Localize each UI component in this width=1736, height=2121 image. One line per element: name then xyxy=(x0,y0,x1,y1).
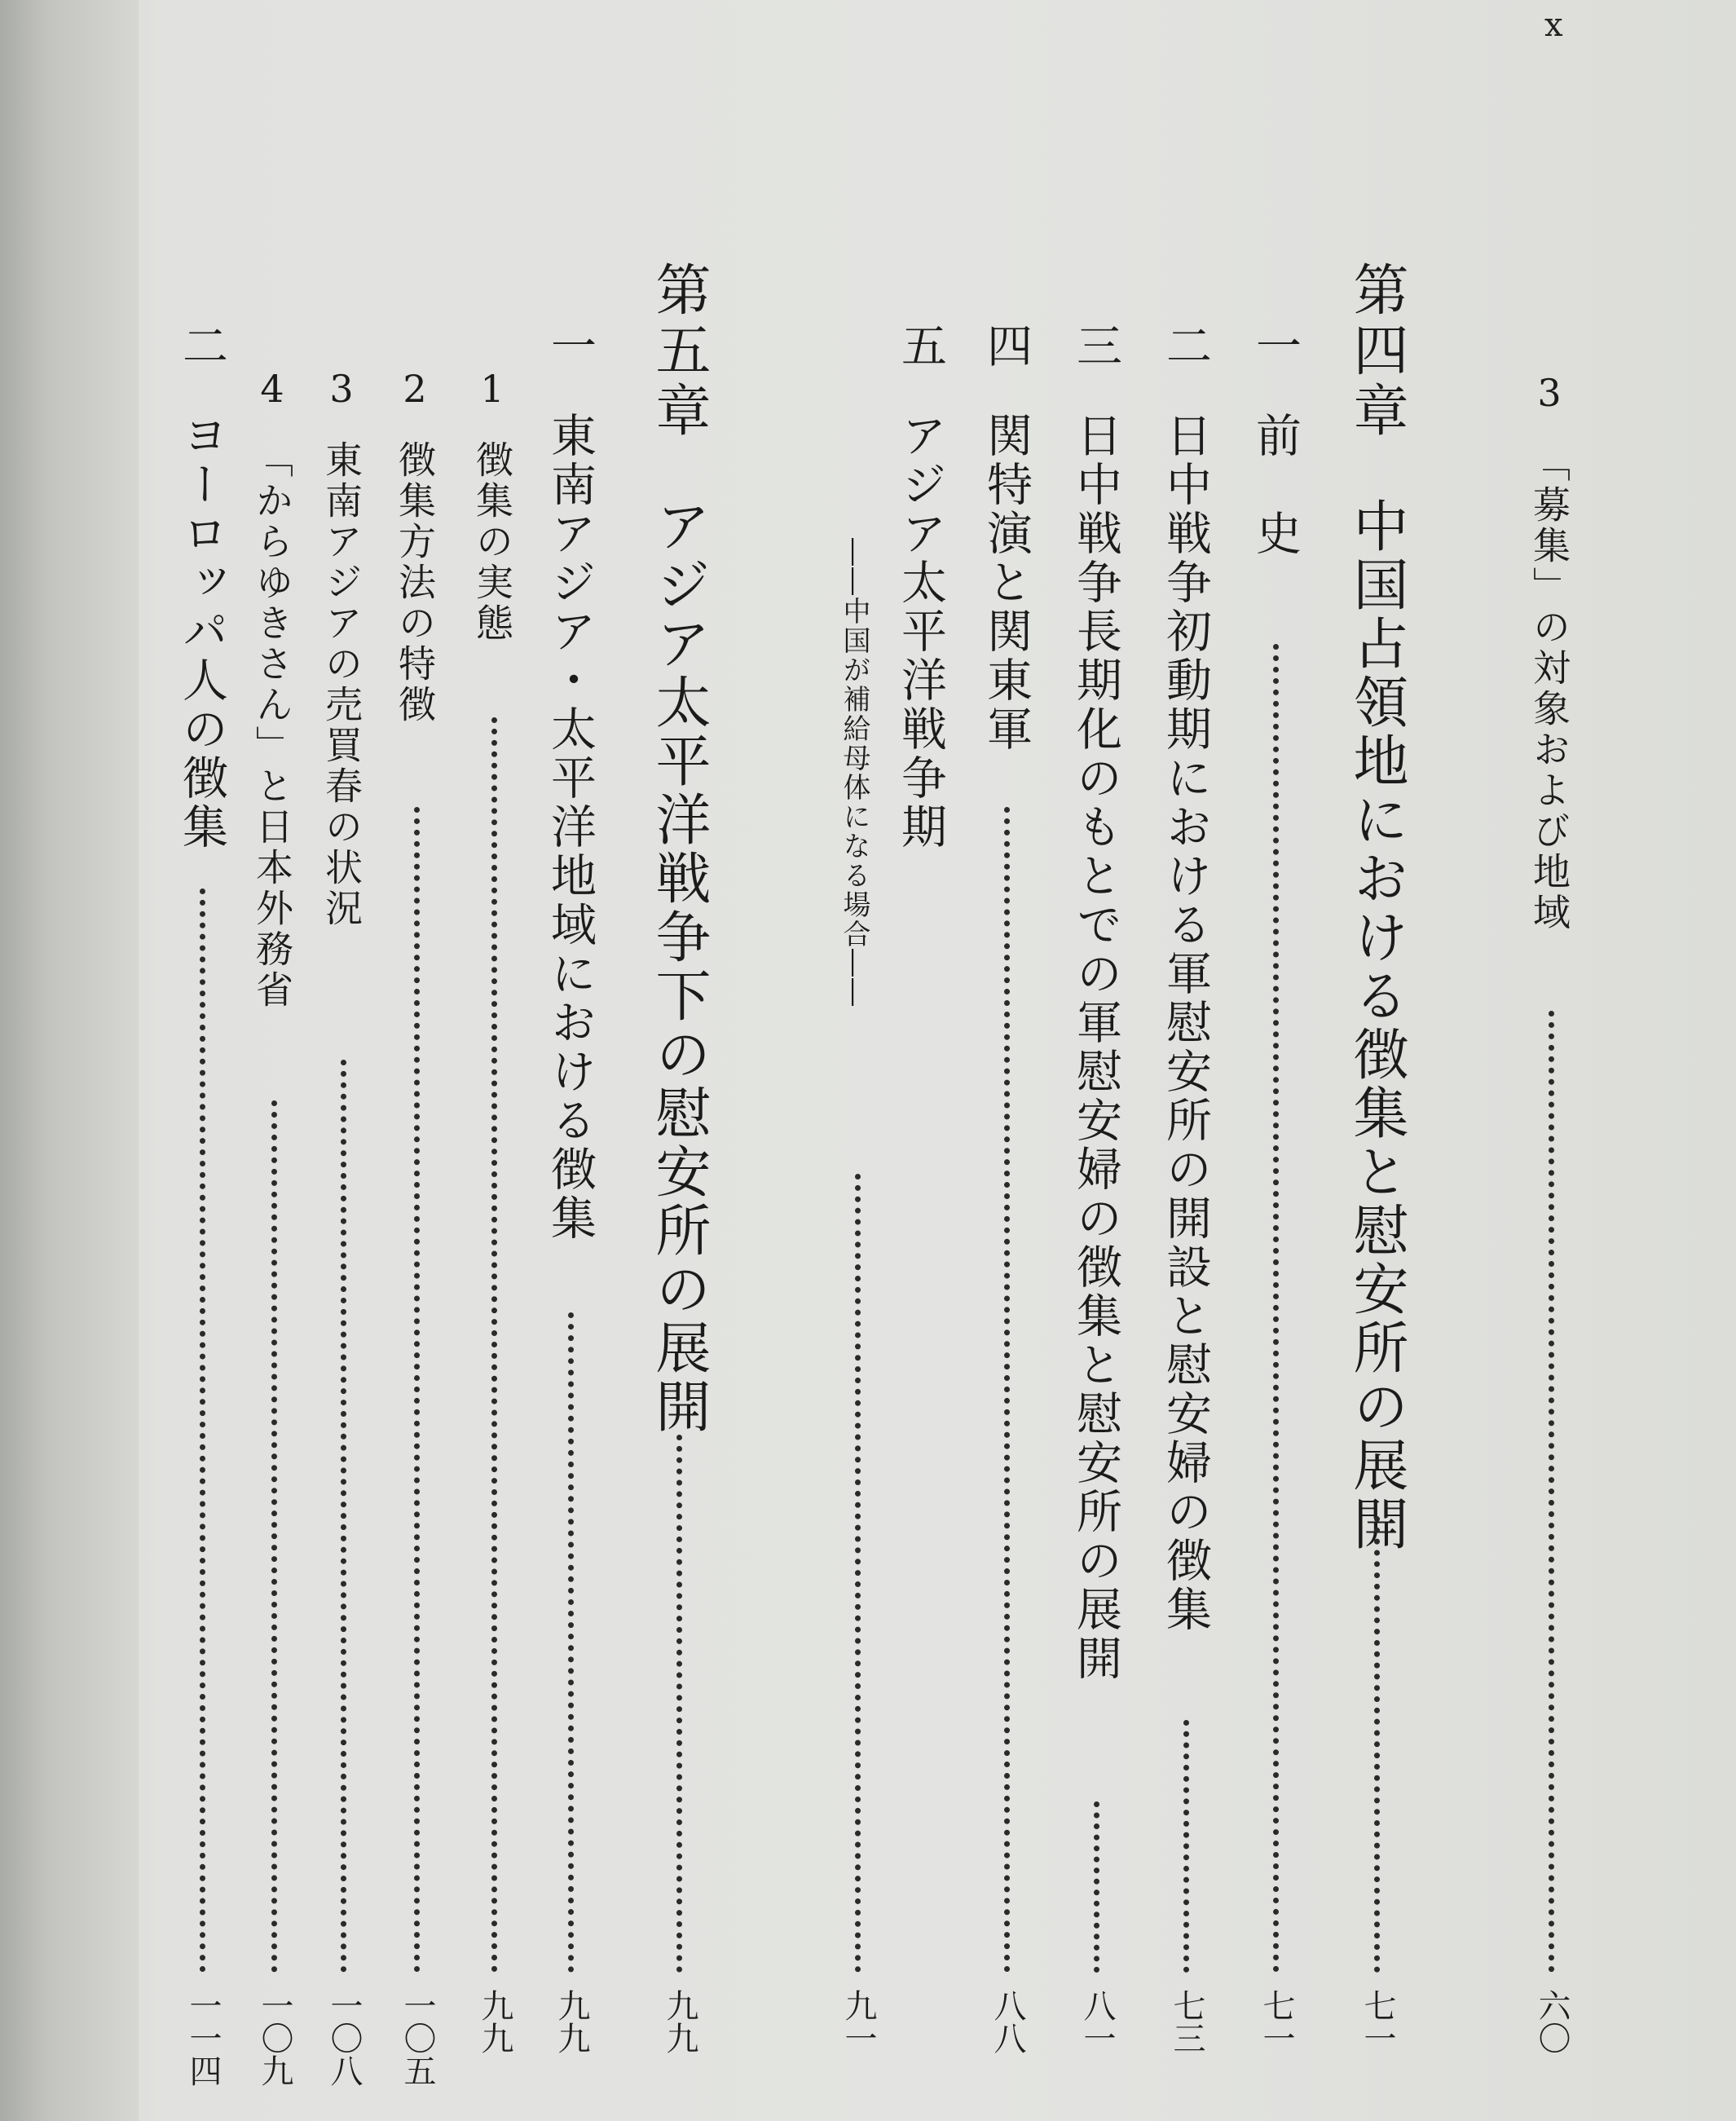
dot-leader xyxy=(491,717,497,1973)
section-title: 関特演と関東軍 xyxy=(980,412,1033,754)
dot-leader xyxy=(200,889,205,1973)
toc-subsection-actual-recruitment xyxy=(469,0,522,2121)
toc-section-subtitle xyxy=(835,0,884,2121)
toc-section-european-recruitment xyxy=(175,0,232,2121)
toc-section-prehistory xyxy=(1247,0,1308,2121)
section-marker: 五 xyxy=(894,322,947,373)
dot-leader xyxy=(1374,1516,1380,1973)
section-marker: 一 xyxy=(1249,322,1302,373)
section-marker: 四 xyxy=(980,322,1033,373)
toc-entry-recruitment-targets xyxy=(1524,0,1581,2121)
section-title: 日中戦争初動期における軍慰安所の開設と慰安婦の徴集 xyxy=(1159,412,1212,1634)
section-title: ヨーロッパ人の徴集 xyxy=(175,412,228,852)
toc-subsection-prostitution-situation xyxy=(318,0,371,2121)
entry-page-number: 七三 xyxy=(1168,1989,1205,2054)
dot-leader xyxy=(676,1435,682,1973)
entry-page-number: 六〇 xyxy=(1533,1989,1571,2054)
dot-leader xyxy=(271,1100,277,1973)
toc-section-asia-pacific-war-period xyxy=(892,0,954,2121)
subsection-title: 「からゆきさん」と日本外務省 xyxy=(250,440,294,1011)
dot-leader xyxy=(1183,1720,1189,1973)
toc-section-kantokuen xyxy=(978,0,1039,2121)
entry-page-number: 一一四 xyxy=(184,1989,222,2087)
entry-page-number: 八一 xyxy=(1078,1989,1116,2054)
subsection-marker: 3 xyxy=(319,367,364,416)
subsection-marker: 1 xyxy=(470,367,514,416)
entry-page-number: 一〇八 xyxy=(325,1989,363,2087)
subsection-marker: 2 xyxy=(393,367,437,416)
toc-chapter-4 xyxy=(1343,0,1417,2121)
subsection-title: 東南アジアの売買春の状況 xyxy=(319,440,364,929)
section-subtitle: ――中国が補給母体になる場合―― xyxy=(838,538,870,1008)
entry-page-number: 一〇九 xyxy=(256,1989,293,2087)
toc-subsection-karayukisan xyxy=(249,0,302,2121)
dot-leader xyxy=(855,1174,861,1973)
subsection-title: 徴集の実態 xyxy=(470,440,514,644)
chapter-marker: 第五章 xyxy=(646,261,711,442)
book-gutter-shadow xyxy=(0,0,139,2121)
subsection-marker: 4 xyxy=(250,367,294,416)
toc-section-southeast-asia xyxy=(542,0,603,2121)
page-folio: x xyxy=(1544,7,1563,44)
entry-page-number: 一〇五 xyxy=(399,1989,436,2087)
entry-page-number: 九一 xyxy=(839,1989,877,2054)
section-marker: 三 xyxy=(1069,322,1122,373)
toc-chapter-5 xyxy=(645,0,719,2121)
dot-leader xyxy=(1273,644,1279,1973)
entry-page-number: 九九 xyxy=(553,1989,590,2054)
dot-leader xyxy=(568,1312,574,1973)
entry-title: 「募集」の対象および地域 xyxy=(1527,444,1571,933)
entry-marker: 3 xyxy=(1527,371,1571,420)
section-marker: 一 xyxy=(544,322,597,373)
section-title: アジア太平洋戦争期 xyxy=(894,412,947,852)
dot-leader xyxy=(341,1060,346,1973)
toc-subsection-recruitment-methods xyxy=(391,0,444,2121)
section-title: 前 史 xyxy=(1249,412,1302,558)
entry-page-number: 七一 xyxy=(1359,1989,1396,2054)
dot-leader xyxy=(1004,807,1010,1973)
dot-leader xyxy=(414,807,420,1973)
section-title: 東南アジア・太平洋地域における徴集 xyxy=(544,412,597,1243)
section-marker: 二 xyxy=(175,322,228,373)
entry-page-number: 七一 xyxy=(1258,1989,1295,2054)
chapter-title: アジア太平洋戦争下の慰安所の展開 xyxy=(646,497,711,1436)
dot-leader xyxy=(1549,1011,1554,1973)
chapter-title: 中国占領地における徴集と慰安所の展開 xyxy=(1344,497,1408,1554)
section-marker: 二 xyxy=(1159,322,1212,373)
toc-section-early-war xyxy=(1157,0,1218,2121)
entry-page-number: 九九 xyxy=(476,1989,513,2054)
toc-section-prolonged-war xyxy=(1068,0,1129,2121)
dot-leader xyxy=(1094,1801,1099,1973)
subsection-title: 徴集方法の特徴 xyxy=(393,440,437,725)
chapter-marker: 第四章 xyxy=(1344,261,1408,442)
entry-page-number: 九九 xyxy=(661,1989,698,2054)
entry-page-number: 八八 xyxy=(989,1989,1026,2054)
section-title: 日中戦争長期化のもとでの軍慰安婦の徴集と慰安所の展開 xyxy=(1069,412,1122,1683)
